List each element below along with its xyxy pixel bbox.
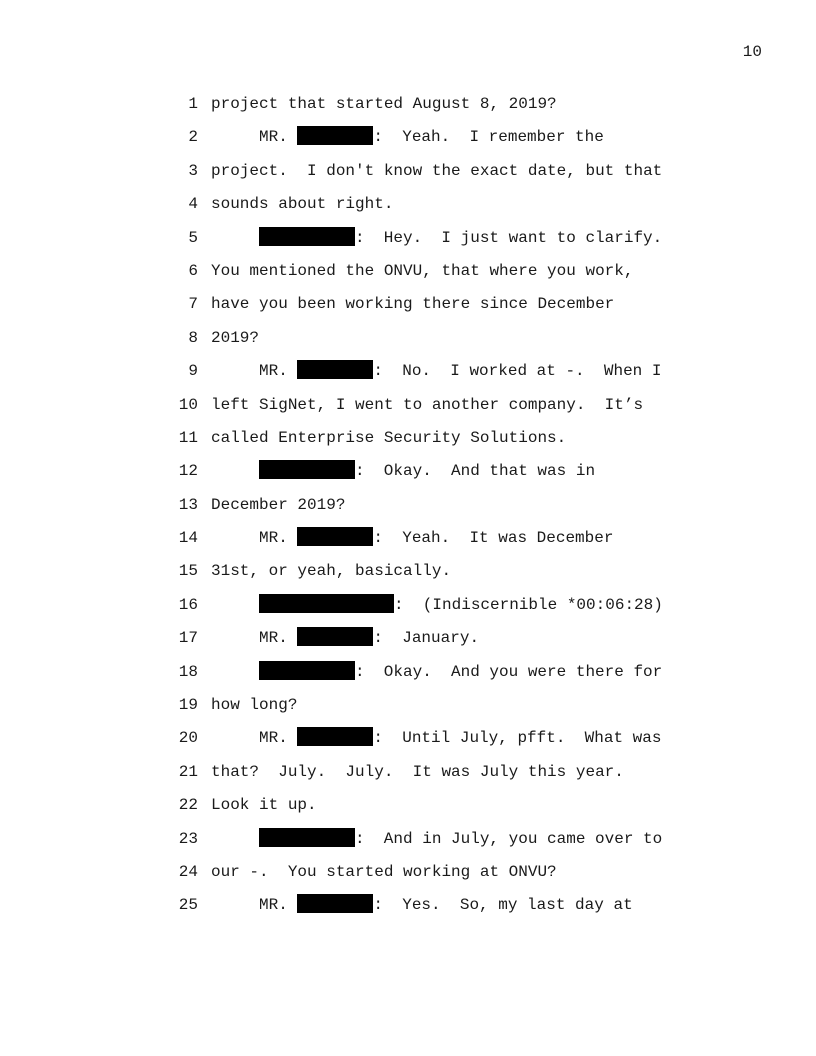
line-text (211, 659, 662, 685)
line-number: 25 (178, 896, 198, 915)
speaker-prefix: MR. (259, 629, 288, 648)
line-number: 14 (178, 529, 198, 548)
line-text (211, 892, 633, 918)
transcript-line (0, 492, 816, 525)
line-text: how long? (211, 696, 298, 715)
speech-text: : (Indiscernible *00:06:28) (394, 595, 663, 614)
line-number: 12 (178, 462, 198, 481)
redaction-block (297, 126, 373, 145)
line-number: 23 (178, 829, 198, 848)
transcript-line (0, 659, 816, 692)
transcript-line (0, 325, 816, 358)
transcript-line (0, 859, 816, 892)
transcript-line (0, 759, 816, 792)
redaction-block (297, 360, 373, 379)
line-number: 5 (188, 228, 198, 247)
transcript-line (0, 124, 816, 157)
line-number: 8 (188, 328, 198, 347)
line-number: 21 (178, 762, 198, 781)
speaker-prefix: MR. (259, 362, 288, 381)
transcript-line (0, 225, 816, 258)
redaction-block (259, 594, 394, 613)
line-number: 16 (178, 595, 198, 614)
line-number: 19 (178, 696, 198, 715)
transcript-line (0, 291, 816, 324)
line-number: 24 (178, 862, 198, 881)
transcript-line (0, 725, 816, 758)
transcript-line (0, 892, 816, 925)
speech-text: : January. (373, 629, 480, 648)
line-number: 22 (178, 796, 198, 815)
line-number: 4 (188, 195, 198, 214)
line-number: 17 (178, 629, 198, 648)
transcript-line (0, 458, 816, 491)
line-text (211, 592, 663, 618)
line-text: our -. You started working at ONVU? (211, 862, 557, 881)
line-number: 15 (178, 562, 198, 581)
line-text: have you been working there since December (211, 295, 615, 314)
speech-text: : Okay. And you were there for (355, 662, 663, 681)
line-number: 20 (178, 729, 198, 748)
line-text: that? July. July. It was July this year. (211, 762, 624, 781)
line-number: 13 (178, 495, 198, 514)
line-number: 18 (178, 662, 198, 681)
redaction-block (297, 627, 373, 646)
line-text: December 2019? (211, 495, 346, 514)
transcript-line (0, 826, 816, 859)
line-text (211, 525, 613, 551)
line-text: 2019? (211, 328, 260, 347)
speech-text: : Until July, pfft. What was (373, 729, 662, 748)
speech-text: : And in July, you came over to (355, 829, 663, 848)
line-text: You mentioned the ONVU, that where you work, (211, 261, 634, 280)
speaker-prefix: MR. (259, 529, 288, 548)
speaker-prefix: MR. (259, 128, 288, 147)
line-text: project. I don't know the exact date, but that (211, 161, 663, 180)
line-text: called Enterprise Security Solutions. (211, 428, 567, 447)
speaker-prefix: MR. (259, 729, 288, 748)
transcript-line (0, 258, 816, 291)
transcript-line (0, 625, 816, 658)
speaker-prefix: MR. (259, 896, 288, 915)
line-number: 11 (178, 428, 198, 447)
transcript-line (0, 425, 816, 458)
line-number: 6 (188, 261, 198, 280)
transcript-line (0, 91, 816, 124)
line-number: 3 (188, 161, 198, 180)
redaction-block (297, 527, 373, 546)
line-text (211, 625, 479, 651)
line-number: 2 (188, 128, 198, 147)
line-text (211, 725, 661, 751)
line-text (211, 358, 661, 384)
page-number: 10 (742, 43, 762, 61)
line-text (211, 826, 662, 852)
line-number: 10 (178, 395, 198, 414)
redaction-block (297, 894, 373, 913)
speech-text: : Okay. And that was in (355, 462, 596, 481)
speech-text: : Yes. So, my last day at (373, 896, 633, 915)
transcript-line (0, 692, 816, 725)
line-text (211, 458, 595, 484)
transcript-line (0, 592, 816, 625)
line-text: Look it up. (211, 796, 317, 815)
line-text: 31st, or yeah, basically. (211, 562, 452, 581)
line-number: 7 (188, 295, 198, 314)
line-text (211, 225, 662, 251)
redaction-block (297, 727, 373, 746)
line-text (211, 124, 604, 150)
transcript-line (0, 558, 816, 591)
transcript-line (0, 392, 816, 425)
speech-text: : Yeah. It was December (373, 529, 614, 548)
redaction-block (259, 828, 355, 847)
transcript-line (0, 792, 816, 825)
line-text: project that started August 8, 2019? (211, 95, 557, 113)
transcript-line (0, 158, 816, 191)
redaction-block (259, 661, 355, 680)
transcript-body (0, 91, 816, 926)
speech-text: : Yeah. I remember the (373, 128, 604, 147)
line-number: 9 (188, 362, 198, 381)
line-text: sounds about right. (211, 195, 394, 214)
transcript-line (0, 525, 816, 558)
redaction-block (259, 227, 355, 246)
transcript-line (0, 191, 816, 224)
transcript-line (0, 358, 816, 391)
speech-text: : Hey. I just want to clarify. (355, 228, 663, 247)
line-number: 1 (188, 95, 198, 113)
line-text: left SigNet, I went to another company. It’s (211, 395, 644, 414)
redaction-block (259, 460, 355, 479)
speech-text: : No. I worked at -. When I (373, 362, 662, 381)
